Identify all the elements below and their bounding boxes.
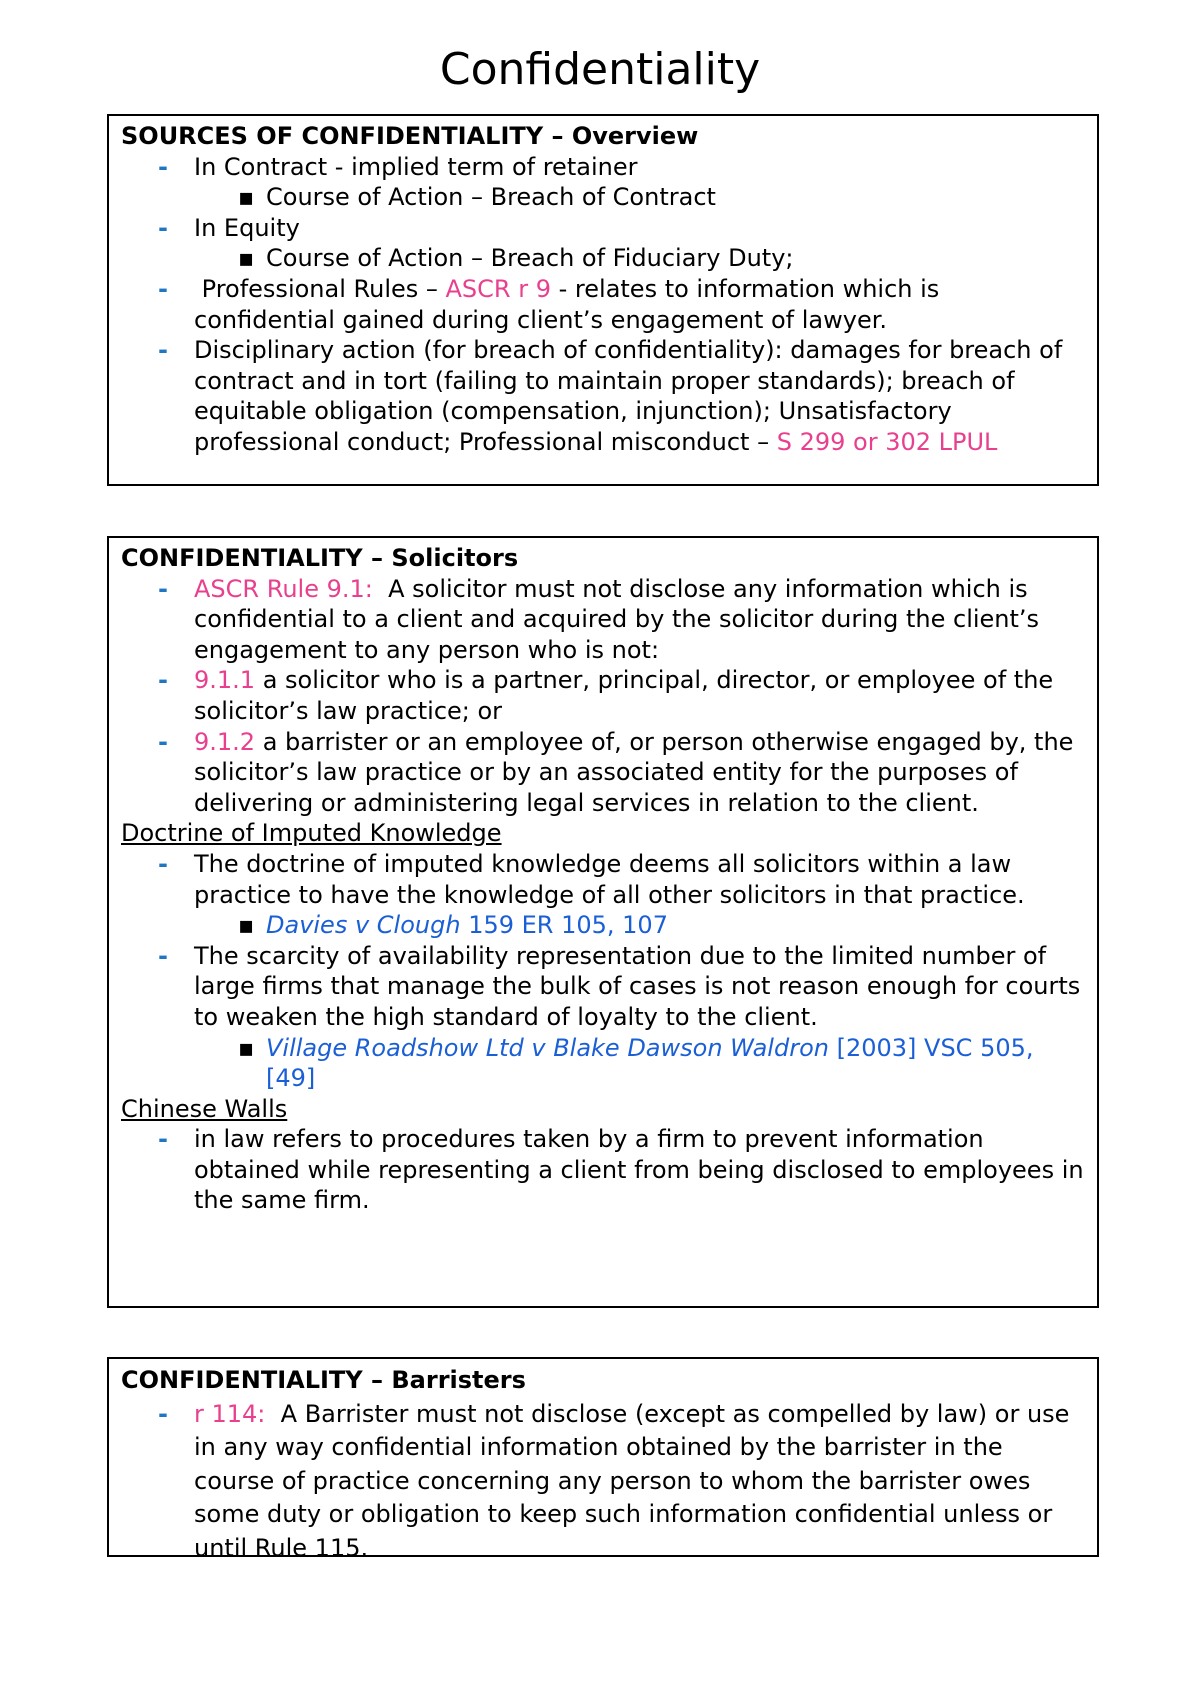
case-citation: 159 ER 105, 107 <box>460 911 668 940</box>
dash-bullet: - <box>158 274 168 303</box>
item-text: In Contract - implied term of retainer <box>194 152 638 181</box>
list-subitem <box>121 182 1087 213</box>
case-citation: [2003] VSC 505, [49] <box>266 1033 1034 1093</box>
solicitors-box <box>107 536 1099 1308</box>
dash-bullet: - <box>158 941 168 970</box>
case-name: Village Roadshow Ltd v Blake Dawson Waldron <box>266 1033 829 1062</box>
item-text: Course of Action – Breach of Fiduciary Duty; <box>266 244 794 273</box>
square-bullet: ▪ <box>238 1033 255 1062</box>
item-text: in law refers to procedures taken by a firm to prevent information obtained while representing a client from being disclosed to employees in the same firm. <box>194 1125 1084 1215</box>
rule-reference: r 114: <box>194 1399 266 1428</box>
list-item <box>121 152 1087 183</box>
solicitors-heading: CONFIDENTIALITY – Solicitors <box>121 544 519 572</box>
square-bullet: ▪ <box>238 183 255 212</box>
rule-reference: 9.1.2 <box>194 727 256 756</box>
item-text: - relates to information which is confidential gained during client’s engagement of lawyer. <box>194 274 940 334</box>
item-text: Professional Rules – <box>201 274 446 303</box>
item-text: a solicitor who is a partner, principal, director, or employee of the solicitor’s law practice; or <box>194 666 1054 725</box>
doctrine-heading: Doctrine of Imputed Knowledge <box>121 819 502 848</box>
dash-bullet: - <box>158 336 168 365</box>
square-bullet: ▪ <box>238 911 255 940</box>
item-text: The doctrine of imputed knowledge deems all solicitors within a law practice to have the knowledge of all other solicitors in that practice. <box>194 849 1025 909</box>
dash-bullet: - <box>158 152 168 181</box>
list-item <box>121 1124 1087 1216</box>
list-item <box>121 335 1087 457</box>
dash-bullet: - <box>158 849 168 878</box>
list-subitem <box>121 1033 1087 1094</box>
list-subitem <box>121 243 1087 274</box>
rule-reference: ASCR r 9 <box>445 274 551 303</box>
list-subitem <box>121 910 1087 941</box>
statute-reference: S 299 or 302 LPUL <box>776 427 998 456</box>
rule-reference: 9.1.1 <box>194 666 256 695</box>
list-item <box>121 849 1087 910</box>
sources-box <box>107 114 1099 486</box>
chinese-walls-heading: Chinese Walls <box>121 1094 288 1123</box>
item-text: Disciplinary action (for breach of confidentiality): damages for breach of contract and in tort (failing to maintain proper standards); breach of equitable obligation (compensation, injunction); Unsatisfactory professional conduct; Professional misconduct – <box>194 336 1063 456</box>
list-item <box>121 727 1087 819</box>
list-item <box>121 574 1087 666</box>
item-text: a barrister or an employee of, or person otherwise engaged by, the solicitor’s law practice or by an associated entity for the purposes of delivering or administering legal services in relation to the client. <box>194 727 1074 817</box>
list-item <box>121 941 1087 1033</box>
dash-bullet: - <box>158 666 168 695</box>
item-text: A solicitor must not disclose any information which is confidential to a client and acquired by the solicitor during the client’s engagement to any person who is not: <box>194 574 1047 664</box>
dash-bullet: - <box>158 1399 168 1428</box>
barristers-heading: CONFIDENTIALITY – Barristers <box>121 1366 526 1394</box>
list-item <box>121 213 1087 244</box>
list-item <box>121 1398 1087 1566</box>
sources-heading: SOURCES OF CONFIDENTIALITY – Overview <box>121 122 699 150</box>
square-bullet: ▪ <box>238 244 255 273</box>
dash-bullet: - <box>158 727 168 756</box>
case-name: Davies v Clough <box>266 911 461 940</box>
item-text: Course of Action – Breach of Contract <box>266 183 716 212</box>
rule-reference: ASCR Rule 9.1: <box>194 574 373 603</box>
list-item <box>121 274 1087 335</box>
page-title: Confidentiality <box>439 44 761 95</box>
item-text: A Barrister must not disclose (except as compelled by law) or use in any way confidential information obtained by the barrister in the course of practice concerning any person to whom the barrister owes some duty or obligation to keep such information confidential unless or until Rule 115. <box>194 1399 1078 1562</box>
barristers-box <box>107 1357 1099 1562</box>
dash-bullet: - <box>158 213 168 242</box>
item-text: The scarcity of availability representation due to the limited number of large firms that manage the bulk of cases is not reason enough for courts to weaken the high standard of loyalty to the client. <box>194 941 1081 1031</box>
dash-bullet: - <box>158 574 168 603</box>
list-item <box>121 665 1087 726</box>
item-text: In Equity <box>194 213 300 242</box>
dash-bullet: - <box>158 1125 168 1154</box>
